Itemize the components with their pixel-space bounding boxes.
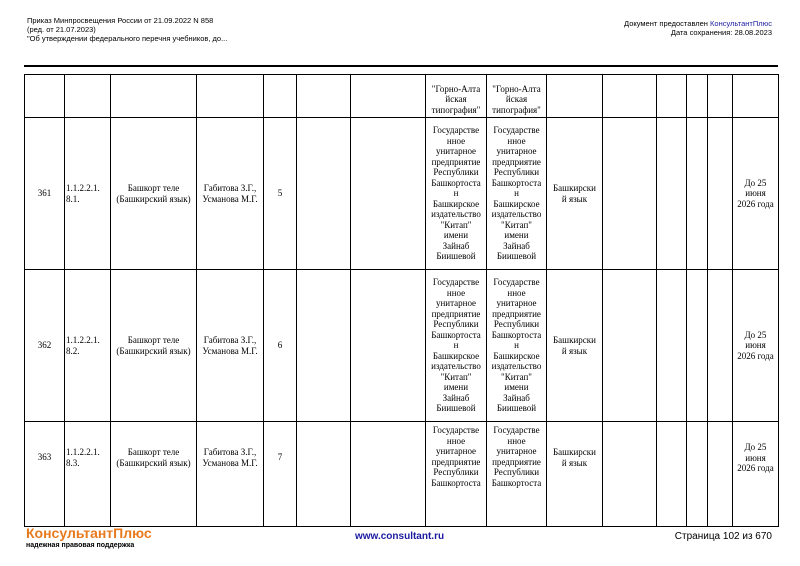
deadline-cell: До 25 июня 2026 года	[733, 422, 779, 527]
table-row	[25, 422, 779, 527]
header-line: Приказ Минпросвещения России от 21.09.2022 N 858	[27, 16, 214, 25]
code-cell: 1.1.2.2.1. 8.1.	[65, 118, 111, 270]
provided-label: Документ предоставлен	[624, 19, 711, 28]
publisher-cell: Государстве нное унитарное предприятие Республики Башкортоста н Башкирское издательство "Китап" имени Зайнаб Биишевой	[426, 270, 487, 422]
textbook-table	[24, 74, 779, 527]
title-cell: Башкорт теле (Башкирский язык)	[111, 118, 197, 270]
title-cell: Башкорт теле (Башкирский язык)	[111, 422, 197, 527]
deadline-cell: До 25 июня 2026 года	[733, 270, 779, 422]
page-number: Страница 102 из 670	[674, 531, 772, 542]
publisher-cell: Государстве нное унитарное предприятие Республики Башкортоста н Башкирское издательство "Китап" имени Зайнаб Биишевой	[487, 270, 547, 422]
footer-url-link[interactable]: www.consultant.ru	[355, 531, 445, 542]
language-cell: Башкирски й язык	[547, 422, 603, 527]
grade-cell: 5	[264, 118, 297, 270]
authors-cell: Габитова З.Г., Усманова М.Г.	[197, 422, 264, 527]
document-header-left	[27, 16, 227, 43]
grade-cell: 7	[264, 422, 297, 527]
table-row	[25, 270, 779, 422]
footer-logo	[26, 525, 152, 549]
provided-brand: КонсультантПлюс	[710, 19, 772, 28]
deadline-cell: До 25 июня 2026 года	[733, 118, 779, 270]
publisher-cell: Государстве нное унитарное предприятие Республики Башкортоста	[487, 422, 547, 527]
publisher-cell: Государстве нное унитарное предприятие Республики Башкортоста н Башкирское издательство "Китап" имени Зайнаб Биишевой	[487, 118, 547, 270]
publisher-cell: "Горно-Алта йская типография"	[426, 75, 487, 118]
code-cell: 1.1.2.2.1. 8.3.	[65, 422, 111, 527]
language-cell: Башкирски й язык	[547, 118, 603, 270]
header-line: "Об утверждении федерального перечня учебников, до...	[27, 34, 228, 43]
row-number: 363	[25, 422, 65, 527]
consultant-logo: КонсультантПлюс	[26, 525, 152, 541]
document-header-right	[624, 19, 772, 37]
publisher-cell: Государстве нное унитарное предприятие Республики Башкортоста	[426, 422, 487, 527]
row-number: 362	[25, 270, 65, 422]
authors-cell: Габитова З.Г., Усманова М.Г.	[197, 118, 264, 270]
title-cell: Башкорт теле (Башкирский язык)	[111, 270, 197, 422]
logo-tagline: надежная правовая поддержка	[26, 542, 135, 549]
authors-cell: Габитова З.Г., Усманова М.Г.	[197, 270, 264, 422]
grade-cell: 6	[264, 270, 297, 422]
save-date: Дата сохранения: 28.08.2023	[670, 28, 772, 37]
table-row	[25, 118, 779, 270]
header-divider	[24, 65, 778, 67]
table-row	[25, 75, 779, 118]
publisher-cell: Государстве нное унитарное предприятие Республики Башкортоста н Башкирское издательство "Китап" имени Зайнаб Биишевой	[426, 118, 487, 270]
header-line: (ред. от 21.07.2023)	[27, 25, 96, 34]
publisher-cell: "Горно-Алта йская типография"	[487, 75, 547, 118]
row-number: 361	[25, 118, 65, 270]
code-cell: 1.1.2.2.1. 8.2.	[65, 270, 111, 422]
language-cell: Башкирски й язык	[547, 270, 603, 422]
